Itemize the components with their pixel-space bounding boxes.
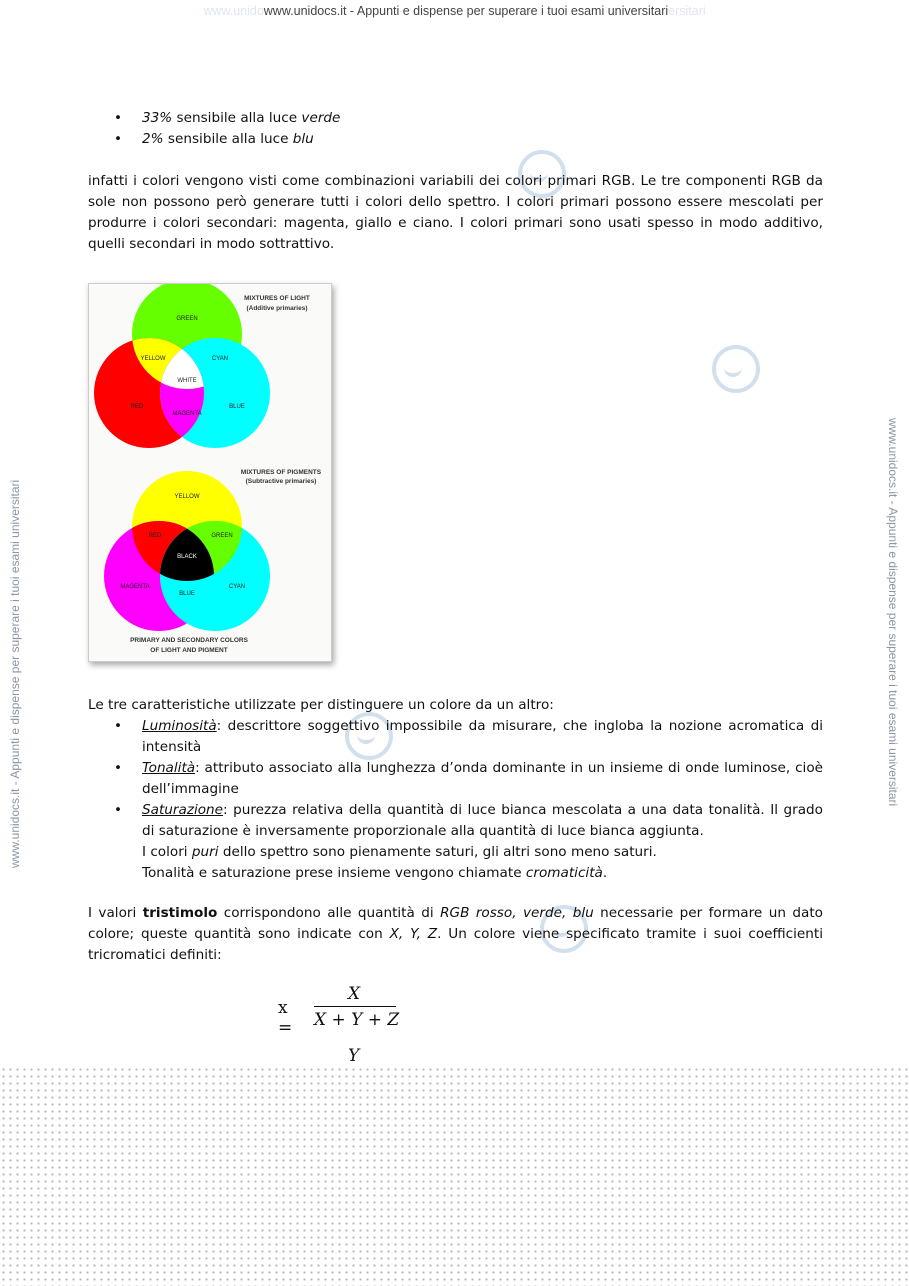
label-cyan: CYAN [211, 356, 229, 362]
list-item: • Luminosità: descrittore soggettivo impossibile da misurare, che ingloba la nozione acromatica di intensità [88, 716, 823, 758]
label-yellow: YELLOW [140, 356, 166, 362]
label-black: BLACK [177, 554, 197, 560]
label-green: GREEN [211, 533, 233, 539]
characteristics-list [88, 716, 823, 884]
saturation-note-2: Tonalità e saturazione prese insieme vengono chiamate cromaticità. [142, 865, 608, 881]
saturation-note-1: I colori puri dello spettro sono pienamente saturi, gli altri sono meno saturi. [142, 844, 657, 860]
subtractive-title: MIXTURES OF PIGMENTS [240, 469, 322, 476]
right-side-watermark: www.unidocs.it - Appunti e dispense per superare i tuoi esami universitari [886, 418, 900, 807]
left-side-watermark: www.unidocs.it - Appunti e dispense per superare i tuoi esami universitari [8, 479, 22, 868]
additive-subtitle: (Additive primaries) [246, 305, 308, 312]
label-magenta: MAGENTA [120, 584, 150, 590]
sensitivity-list [88, 108, 823, 150]
tristimulus-paragraph: I valori tristimolo corrispondono alle quantità di RGB rosso, verde, blu necessarie per formare un dato colore; queste quantità sono indicate con X, Y, Z. Un colore viene specificato tramite i suoi coefficienti tricromatici definiti: [88, 905, 823, 963]
label-blue: BLUE [229, 404, 245, 410]
list-item: • Tonalità: attributo associato alla lunghezza d’onda dominante in un insieme di onde luminose, cioè dell’immagine [88, 758, 823, 800]
rgb-paragraph: infatti i colori vengono visti come combinazioni variabili dei colori primari RGB. Le tre componenti RGB da sole non possono però generare tutti i colori dello spettro. I colori primari possono essere mescolati per produrre i colori secondari: magenta, giallo e ciano. I colori primari sono usati spesso in modo additivo, quelli secondari in modo sottrattivo. [88, 173, 823, 252]
label-green: GREEN [176, 316, 198, 322]
label-magenta: MAGENTA [172, 411, 202, 417]
list-item: • Saturazione: purezza relativa della quantità di luce bianca mescolata a una data tonalità. Il grado di saturazione è inversamente proporzionale alla quantità di luce bianca aggiunta. [88, 800, 823, 842]
label-red: RED [148, 533, 162, 539]
watermark-top-text: www.unidocs.it - Appunti e dispense per superare i tuoi esami universitari [263, 4, 669, 18]
label-white: WHITE [177, 378, 197, 384]
dotted-background [0, 1066, 909, 1286]
figure-caption-line1: PRIMARY AND SECONDARY COLORS [130, 637, 248, 644]
watermark-ghost-left: www.unido [203, 4, 264, 18]
color-mixing-figure [88, 283, 332, 662]
list-item: • 33% sensibile alla luce verde [88, 108, 823, 129]
label-blue: BLUE [179, 591, 195, 597]
figure-caption-line2: OF LIGHT AND PIGMENT [150, 647, 228, 654]
label-cyan: CYAN [228, 584, 246, 590]
additive-title: MIXTURES OF LIGHT [244, 295, 310, 302]
label-red: RED [130, 404, 144, 410]
label-yellow: YELLOW [174, 494, 200, 500]
list-item: • 2% sensibile alla luce blu [88, 129, 823, 150]
top-watermark [0, 4, 909, 18]
characteristics-intro: Le tre caratteristiche utilizzate per distinguere un colore da un altro: [88, 697, 554, 713]
subtractive-subtitle: (Subtractive primaries) [245, 478, 317, 485]
watermark-ghost-right: ersitari [668, 4, 706, 18]
unidocs-logo-icon [712, 345, 760, 393]
